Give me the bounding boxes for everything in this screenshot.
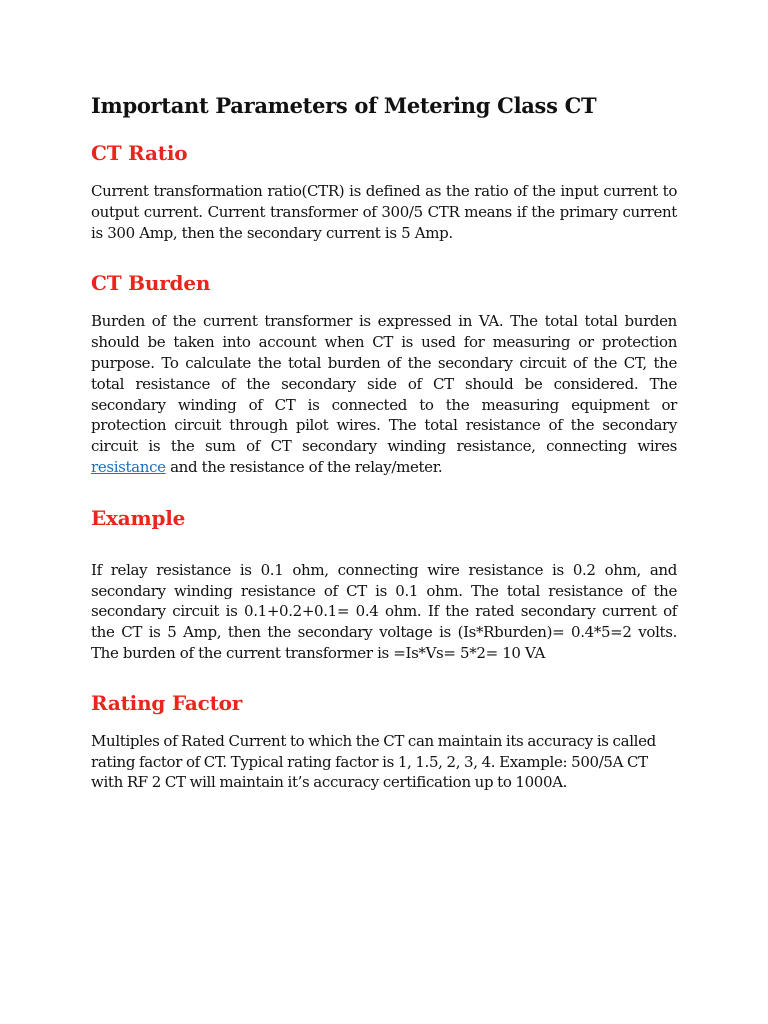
paragraph-rating-factor: Multiples of Rated Current to which the CT can maintain its accuracy is called rating factor of CT. Typical rating factor is 1, 1.5, 2, 3, 4. Example: 500/5A CT with RF 2 CT will maintain it’s accuracy certification up to 1000A. bbox=[91, 731, 656, 792]
section-heading-ct-burden: CT Burden bbox=[91, 271, 211, 296]
paragraph-ct-ratio: Current transformation ratio(CTR) is defined as the ratio of the input current to output current. Current transformer of 300/5 CTR means if the primary current is 300 Amp, then the secondary current is 5 Amp. bbox=[91, 182, 677, 242]
document-page bbox=[91, 90, 677, 793]
page-title: Important Parameters of Metering Class CT bbox=[91, 93, 597, 118]
paragraph-ct-burden bbox=[91, 311, 677, 477]
resistance-link[interactable]: resistance bbox=[91, 457, 166, 476]
section-heading-ct-ratio: CT Ratio bbox=[91, 141, 188, 165]
paragraph-example: If relay resistance is 0.1 ohm, connecting wire resistance is 0.2 ohm, and secondary winding resistance of CT is 0.1 ohm. The total resistance of the secondary circuit is 0.1+0.2+0.1= 0.4 ohm. If the rated secondary current of the CT is 5 Amp, then the secondary voltage is (Is*Rburden)= 0.4*5=2 volts. The burden of the current transformer is =Is*Vs= 5*2= 10 VA bbox=[91, 560, 677, 662]
section-heading-rating-factor: Rating Factor bbox=[91, 690, 243, 715]
paragraph-ct-burden-text-start: Burden of the current transformer is expressed in VA. The total total burden should be taken into account when CT is used for measuring or protection purpose. To calculate the total burden of the secondary circuit of the CT, the total resistance of the secondary side of CT should be considered. The secondary winding of CT is connected to the measuring equipment or protection circuit through pilot wires. The total resistance of the secondary circuit is the sum of CT secondary winding resistance, connecting wires bbox=[91, 312, 677, 456]
section-heading-example: Example bbox=[91, 505, 186, 530]
paragraph-ct-burden-text-end: and the resistance of the relay/meter. bbox=[165, 457, 443, 476]
